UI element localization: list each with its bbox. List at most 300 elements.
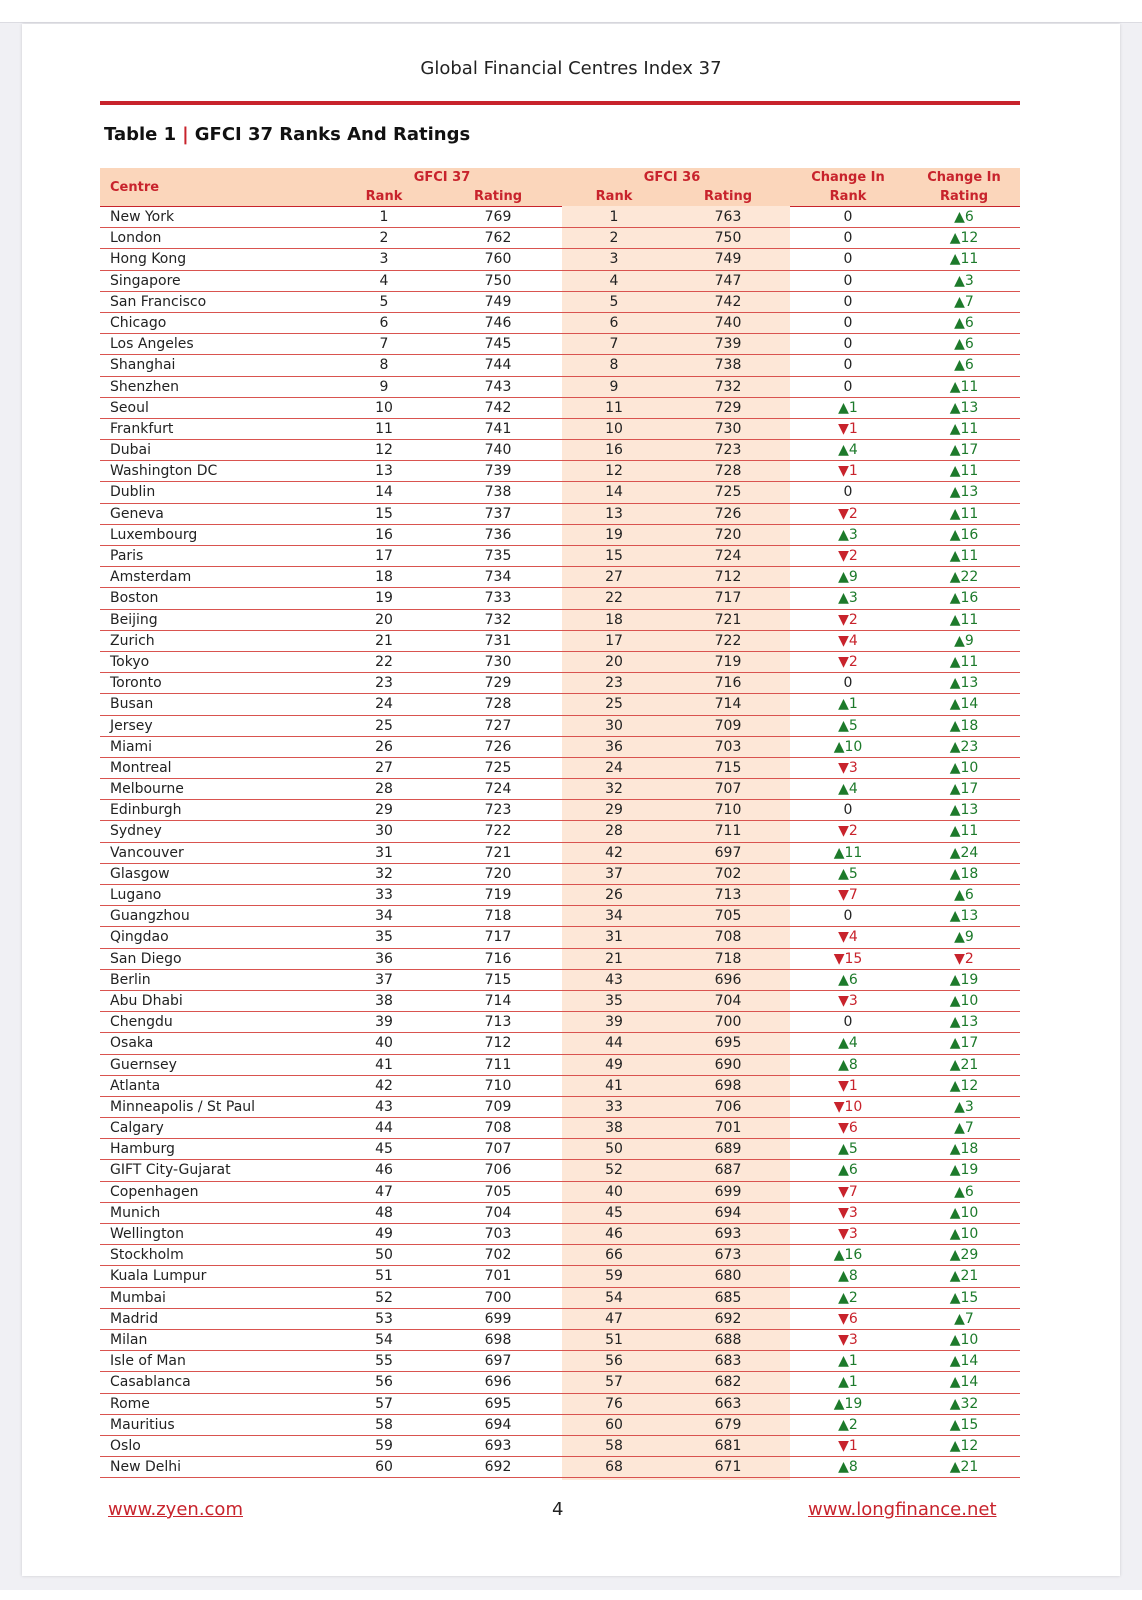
cell-change-rating: ▲14 xyxy=(949,1374,979,1391)
cell-gfci36-rank: 17 xyxy=(605,632,623,649)
table-row xyxy=(100,292,1020,313)
table-row xyxy=(100,398,1020,419)
header-centre: Centre xyxy=(110,180,160,195)
cell-change-rank: ▼2 xyxy=(838,823,858,840)
cell-centre: Stockholm xyxy=(110,1247,184,1264)
cell-gfci36-rank: 3 xyxy=(609,251,619,268)
cell-gfci37-rating: 762 xyxy=(484,230,512,247)
cell-gfci36-rating: 700 xyxy=(714,1014,742,1031)
cell-gfci37-rank: 59 xyxy=(375,1437,393,1454)
cell-gfci36-rating: 685 xyxy=(714,1289,742,1306)
cell-gfci37-rank: 43 xyxy=(375,1098,393,1115)
cell-gfci36-rank: 28 xyxy=(605,823,623,840)
cell-gfci37-rank: 56 xyxy=(375,1374,393,1391)
cell-gfci36-rating: 724 xyxy=(714,548,742,564)
cell-gfci36-rating: 717 xyxy=(714,590,742,607)
cell-gfci37-rating: 712 xyxy=(484,1035,512,1052)
cell-gfci37-rank: 15 xyxy=(375,505,393,522)
cell-change-rank: ▲1 xyxy=(838,1374,858,1391)
cell-gfci36-rank: 19 xyxy=(605,526,623,543)
cell-gfci37-rank: 3 xyxy=(379,251,389,268)
cell-gfci37-rank: 46 xyxy=(375,1162,393,1179)
cell-gfci36-rank: 35 xyxy=(605,992,623,1009)
cell-centre: Seoul xyxy=(110,399,149,416)
cell-gfci36-rating: 740 xyxy=(714,314,742,331)
cell-gfci36-rank: 49 xyxy=(605,1056,623,1073)
table-row xyxy=(100,461,1020,482)
cell-gfci36-rating: 683 xyxy=(714,1353,742,1370)
cell-gfci36-rating: 719 xyxy=(714,653,742,670)
table-row xyxy=(100,1457,1020,1478)
cell-change-rank: 0 xyxy=(843,336,853,353)
cell-gfci36-rank: 33 xyxy=(605,1098,623,1115)
cell-gfci36-rank: 10 xyxy=(605,420,623,437)
cell-centre: Atlanta xyxy=(110,1077,161,1094)
cell-centre: Madrid xyxy=(110,1310,159,1327)
cell-gfci36-rank: 50 xyxy=(605,1141,623,1158)
cell-gfci36-rating: 706 xyxy=(714,1098,742,1115)
cell-gfci37-rating: 722 xyxy=(484,823,512,840)
cell-centre: Toronto xyxy=(110,675,162,692)
cell-gfci37-rating: 749 xyxy=(484,293,512,310)
cell-gfci36-rating: 692 xyxy=(714,1310,742,1327)
cell-gfci37-rating: 733 xyxy=(484,590,512,607)
cell-centre: Los Angeles xyxy=(110,336,194,353)
cell-change-rank: 0 xyxy=(843,272,853,289)
cell-change-rating: ▲11 xyxy=(949,251,979,268)
cell-gfci36-rating: 671 xyxy=(714,1459,742,1476)
title-divider xyxy=(100,101,1020,105)
table-row xyxy=(100,525,1020,546)
cell-gfci37-rating: 694 xyxy=(484,1416,512,1433)
cell-gfci37-rank: 27 xyxy=(375,759,393,776)
cell-change-rating: ▲17 xyxy=(949,442,979,459)
cell-change-rating: ▲13 xyxy=(949,484,979,501)
table-row xyxy=(100,716,1020,737)
cell-gfci36-rank: 23 xyxy=(605,675,623,692)
cell-gfci37-rating: 723 xyxy=(484,802,512,819)
cell-centre: Abu Dhabi xyxy=(110,992,183,1009)
cell-gfci36-rating: 704 xyxy=(714,992,742,1009)
cell-gfci37-rank: 1 xyxy=(379,209,389,225)
cell-gfci37-rating: 724 xyxy=(484,781,512,798)
cell-change-rank: 0 xyxy=(843,209,853,225)
cell-gfci36-rank: 7 xyxy=(609,336,619,353)
cell-gfci37-rank: 22 xyxy=(375,653,393,670)
cell-change-rating: ▲29 xyxy=(949,1247,979,1264)
cell-gfci37-rank: 16 xyxy=(375,526,393,543)
cell-centre: Frankfurt xyxy=(110,420,174,437)
cell-centre: Guangzhou xyxy=(110,908,190,925)
table-row xyxy=(100,546,1020,567)
browser-top-strip xyxy=(0,0,1142,23)
cell-change-rank: ▲8 xyxy=(838,1268,858,1285)
cell-gfci36-rating: 711 xyxy=(714,823,742,840)
cell-gfci36-rank: 24 xyxy=(605,759,623,776)
cell-gfci36-rank: 18 xyxy=(605,611,623,628)
cell-gfci37-rating: 709 xyxy=(484,1098,512,1115)
cell-gfci37-rating: 697 xyxy=(484,1353,512,1370)
cell-change-rank: 0 xyxy=(843,357,853,374)
cell-gfci36-rating: 712 xyxy=(714,569,742,586)
cell-change-rank: ▲6 xyxy=(838,971,858,988)
cell-gfci36-rating: 750 xyxy=(714,230,742,247)
cell-change-rank: ▲10 xyxy=(833,738,863,755)
cell-centre: Zurich xyxy=(110,632,155,649)
cell-gfci37-rating: 695 xyxy=(484,1395,512,1412)
cell-change-rank: ▼15 xyxy=(833,950,863,967)
table-row xyxy=(100,1055,1020,1076)
cell-gfci37-rank: 60 xyxy=(375,1459,393,1476)
cell-gfci37-rating: 702 xyxy=(484,1247,512,1264)
cell-change-rating: ▲11 xyxy=(949,823,979,840)
cell-gfci37-rank: 20 xyxy=(375,611,393,628)
table-row xyxy=(100,949,1020,970)
cell-change-rating: ▲16 xyxy=(949,526,979,543)
cell-change-rating: ▲6 xyxy=(954,1183,974,1200)
cell-gfci36-rating: 730 xyxy=(714,420,742,437)
cell-gfci37-rating: 705 xyxy=(484,1183,512,1200)
cell-gfci37-rank: 17 xyxy=(375,548,393,564)
cell-change-rank: 0 xyxy=(843,802,853,819)
cell-gfci36-rating: 690 xyxy=(714,1056,742,1073)
cell-change-rating: ▲19 xyxy=(949,1162,979,1179)
cell-gfci37-rating: 718 xyxy=(484,908,512,925)
header-gfci36-rating: Rating xyxy=(703,189,752,204)
table-row xyxy=(100,482,1020,503)
cell-change-rating: ▲13 xyxy=(949,908,979,925)
cell-change-rank: ▼2 xyxy=(838,505,858,522)
table-row xyxy=(100,843,1020,864)
cell-change-rank: ▲1 xyxy=(838,399,858,416)
cell-change-rating: ▼2 xyxy=(954,950,974,967)
cell-change-rating: ▲11 xyxy=(949,548,979,564)
cell-gfci37-rating: 739 xyxy=(484,463,512,480)
cell-gfci37-rank: 21 xyxy=(375,632,393,649)
cell-change-rank: ▼2 xyxy=(838,653,858,670)
cell-change-rating: ▲6 xyxy=(954,314,974,331)
table-row xyxy=(100,334,1020,355)
cell-gfci37-rank: 6 xyxy=(379,314,389,331)
cell-change-rating: ▲16 xyxy=(949,590,979,607)
cell-change-rating: ▲6 xyxy=(954,887,974,903)
cell-gfci37-rating: 698 xyxy=(484,1331,512,1348)
cell-change-rating: ▲13 xyxy=(949,1014,979,1031)
ranks-table xyxy=(100,168,1020,1478)
cell-gfci36-rank: 68 xyxy=(605,1459,623,1476)
cell-change-rating: ▲10 xyxy=(949,1226,979,1242)
cell-gfci36-rank: 22 xyxy=(605,590,623,607)
table-body xyxy=(100,207,1020,1478)
cell-gfci37-rank: 30 xyxy=(375,823,393,840)
table-row xyxy=(100,1351,1020,1372)
cell-change-rank: ▼2 xyxy=(838,548,858,564)
cell-centre: Qingdao xyxy=(110,929,169,946)
cell-gfci37-rating: 707 xyxy=(484,1141,512,1158)
cell-gfci36-rating: 673 xyxy=(714,1247,742,1264)
cell-centre: Hamburg xyxy=(110,1141,175,1158)
cell-gfci36-rank: 57 xyxy=(605,1374,623,1391)
cell-gfci36-rank: 32 xyxy=(605,781,623,798)
cell-gfci37-rank: 44 xyxy=(375,1120,393,1137)
table-row xyxy=(100,1415,1020,1436)
cell-gfci36-rating: 663 xyxy=(714,1395,742,1412)
cell-change-rank: ▼6 xyxy=(838,1310,858,1327)
cell-gfci37-rating: 696 xyxy=(484,1374,512,1391)
cell-gfci36-rank: 6 xyxy=(609,314,619,331)
cell-change-rank: ▼4 xyxy=(838,632,858,649)
cell-gfci37-rating: 745 xyxy=(484,336,512,353)
table-row xyxy=(100,313,1020,334)
cell-change-rating: ▲21 xyxy=(949,1056,979,1073)
cell-gfci37-rank: 13 xyxy=(375,463,393,480)
cell-centre: Copenhagen xyxy=(110,1183,199,1200)
table-row xyxy=(100,1033,1020,1054)
cell-change-rating: ▲12 xyxy=(949,1077,979,1094)
cell-gfci36-rank: 43 xyxy=(605,971,623,988)
cell-gfci37-rank: 26 xyxy=(375,738,393,755)
cell-gfci37-rating: 725 xyxy=(484,759,512,776)
cell-change-rank: 0 xyxy=(843,378,853,395)
cell-change-rating: ▲6 xyxy=(954,209,974,225)
cell-change-rating: ▲18 xyxy=(949,717,979,734)
cell-gfci36-rank: 46 xyxy=(605,1226,623,1242)
cell-gfci37-rank: 8 xyxy=(379,357,389,374)
cell-gfci36-rating: 725 xyxy=(714,484,742,501)
cell-gfci36-rating: 696 xyxy=(714,971,742,988)
cell-gfci37-rating: 693 xyxy=(484,1437,512,1454)
cell-gfci37-rating: 740 xyxy=(484,442,512,459)
cell-gfci36-rank: 66 xyxy=(605,1247,623,1264)
cell-gfci37-rating: 750 xyxy=(484,272,512,289)
cell-gfci37-rank: 5 xyxy=(379,293,389,310)
cell-gfci37-rank: 12 xyxy=(375,442,393,459)
cell-gfci37-rank: 28 xyxy=(375,781,393,798)
cell-change-rating: ▲3 xyxy=(954,272,974,289)
table-title: GFCI 37 Ranks And Ratings xyxy=(194,124,471,145)
cell-gfci36-rank: 5 xyxy=(609,293,619,310)
cell-change-rating: ▲21 xyxy=(949,1459,979,1476)
table-row xyxy=(100,1139,1020,1160)
table-row xyxy=(100,1182,1020,1203)
header-gfci37-rank: Rank xyxy=(365,189,403,204)
table-row xyxy=(100,1309,1020,1330)
cell-change-rank: ▲6 xyxy=(838,1162,858,1179)
cell-gfci36-rating: 680 xyxy=(714,1268,742,1285)
cell-change-rating: ▲18 xyxy=(949,1141,979,1158)
cell-centre: Isle of Man xyxy=(110,1353,186,1370)
cell-gfci37-rating: 717 xyxy=(484,929,512,946)
cell-gfci36-rank: 52 xyxy=(605,1162,623,1179)
cell-change-rating: ▲15 xyxy=(949,1416,979,1433)
cell-change-rank: ▼1 xyxy=(838,1077,858,1094)
cell-change-rating: ▲10 xyxy=(949,1204,979,1221)
cell-change-rank: 0 xyxy=(843,293,853,310)
table-row xyxy=(100,758,1020,779)
cell-change-rank: 0 xyxy=(843,908,853,925)
cell-gfci36-rating: 681 xyxy=(714,1437,742,1454)
cell-gfci37-rating: 721 xyxy=(484,844,512,861)
cell-gfci36-rating: 708 xyxy=(714,929,742,946)
cell-change-rank: ▼1 xyxy=(838,420,858,437)
cell-gfci36-rank: 20 xyxy=(605,653,623,670)
header-gfci37: GFCI 37 xyxy=(413,170,471,185)
cell-gfci37-rating: 720 xyxy=(484,865,512,882)
cell-centre: Mumbai xyxy=(110,1289,166,1306)
table-header xyxy=(100,168,1020,207)
zyen-link[interactable]: www.zyen.com xyxy=(108,1499,243,1520)
cell-gfci36-rating: 679 xyxy=(714,1416,742,1433)
table-row xyxy=(100,1266,1020,1287)
table-row xyxy=(100,864,1020,885)
cell-gfci37-rating: 714 xyxy=(484,992,512,1009)
cell-centre: Edinburgh xyxy=(110,802,182,819)
cell-gfci36-rank: 45 xyxy=(605,1204,623,1221)
cell-change-rank: ▼3 xyxy=(838,992,858,1009)
header-change-rating: Rating xyxy=(939,189,988,204)
cell-gfci37-rating: 704 xyxy=(484,1204,512,1221)
header-change-rating-top: Change In xyxy=(927,170,1001,185)
table-row xyxy=(100,355,1020,376)
cell-change-rating: ▲17 xyxy=(949,781,979,798)
cell-centre: New Delhi xyxy=(110,1459,182,1476)
cell-gfci36-rating: 682 xyxy=(714,1374,742,1391)
cell-gfci36-rank: 59 xyxy=(605,1268,623,1285)
cell-change-rank: ▲1 xyxy=(838,696,858,713)
cell-gfci37-rating: 738 xyxy=(484,484,512,501)
cell-gfci37-rating: 769 xyxy=(484,209,512,225)
cell-change-rank: ▼6 xyxy=(838,1120,858,1137)
cell-change-rank: 0 xyxy=(843,1014,853,1031)
cell-change-rank: ▲9 xyxy=(838,569,858,586)
cell-gfci36-rating: 723 xyxy=(714,442,742,459)
cell-gfci37-rating: 708 xyxy=(484,1120,512,1137)
cell-change-rating: ▲7 xyxy=(954,1120,974,1137)
cell-gfci37-rank: 55 xyxy=(375,1353,393,1370)
cell-gfci36-rating: 710 xyxy=(714,802,742,819)
cell-gfci36-rank: 34 xyxy=(605,908,623,925)
cell-gfci36-rating: 701 xyxy=(714,1120,742,1137)
cell-centre: Melbourne xyxy=(110,781,184,798)
document-page xyxy=(22,24,1120,1576)
cell-gfci36-rank: 1 xyxy=(609,209,619,225)
cell-gfci36-rank: 58 xyxy=(605,1437,623,1454)
cell-gfci37-rank: 29 xyxy=(375,802,393,819)
table-row xyxy=(100,673,1020,694)
cell-gfci37-rating: 730 xyxy=(484,653,512,670)
cell-gfci36-rating: 709 xyxy=(714,717,742,734)
header-change-rank: Rank xyxy=(829,189,867,204)
cell-centre: Chengdu xyxy=(110,1014,173,1031)
cell-change-rank: ▲2 xyxy=(838,1416,858,1433)
cell-gfci37-rank: 57 xyxy=(375,1395,393,1412)
cell-change-rating: ▲24 xyxy=(949,844,979,861)
cell-gfci37-rating: 760 xyxy=(484,251,512,268)
cell-gfci37-rating: 710 xyxy=(484,1077,512,1094)
table-label: Table 1 xyxy=(104,124,177,145)
cell-gfci36-rating: 732 xyxy=(714,378,742,395)
cell-gfci36-rating: 726 xyxy=(714,505,742,522)
cell-centre: Shenzhen xyxy=(110,378,179,395)
table-caption xyxy=(104,124,470,145)
cell-change-rating: ▲13 xyxy=(949,399,979,416)
cell-gfci37-rank: 47 xyxy=(375,1183,393,1200)
cell-gfci36-rating: 702 xyxy=(714,865,742,882)
cell-change-rating: ▲11 xyxy=(949,653,979,670)
cell-centre: Calgary xyxy=(110,1120,164,1137)
cell-gfci36-rank: 13 xyxy=(605,505,623,522)
cell-gfci36-rank: 38 xyxy=(605,1120,623,1137)
cell-gfci36-rank: 26 xyxy=(605,887,623,903)
cell-gfci37-rating: 746 xyxy=(484,314,512,331)
cell-centre: Glasgow xyxy=(110,865,170,882)
table-row xyxy=(100,1076,1020,1097)
cell-gfci36-rank: 14 xyxy=(605,484,623,501)
cell-change-rank: ▲3 xyxy=(838,590,858,607)
cell-centre: Munich xyxy=(110,1204,161,1221)
table-row xyxy=(100,419,1020,440)
cell-gfci37-rank: 7 xyxy=(379,336,389,353)
cell-change-rank: ▼3 xyxy=(838,1226,858,1242)
cell-gfci36-rank: 31 xyxy=(605,929,623,946)
cell-gfci37-rating: 727 xyxy=(484,717,512,734)
table-row xyxy=(100,737,1020,758)
cell-change-rank: ▲3 xyxy=(838,526,858,543)
table-row xyxy=(100,991,1020,1012)
table-row xyxy=(100,377,1020,398)
cell-centre: Mauritius xyxy=(110,1416,175,1433)
cell-gfci37-rating: 700 xyxy=(484,1289,512,1306)
longfinance-link[interactable]: www.longfinance.net xyxy=(808,1499,997,1520)
cell-centre: Shanghai xyxy=(110,357,176,374)
cell-gfci37-rank: 10 xyxy=(375,399,393,416)
cell-centre: Berlin xyxy=(110,971,151,988)
cell-gfci36-rating: 703 xyxy=(714,738,742,755)
cell-change-rank: ▼1 xyxy=(838,463,858,480)
cell-gfci37-rank: 23 xyxy=(375,675,393,692)
cell-gfci36-rank: 30 xyxy=(605,717,623,734)
cell-change-rank: ▼2 xyxy=(838,611,858,628)
cell-gfci37-rating: 734 xyxy=(484,569,512,586)
cell-gfci36-rating: 738 xyxy=(714,357,742,374)
cell-change-rating: ▲11 xyxy=(949,378,979,395)
cell-change-rating: ▲14 xyxy=(949,1353,979,1370)
cell-change-rating: ▲9 xyxy=(954,632,974,649)
cell-change-rating: ▲10 xyxy=(949,1331,979,1348)
cell-change-rating: ▲19 xyxy=(949,971,979,988)
table-row xyxy=(100,779,1020,800)
cell-centre: Hong Kong xyxy=(110,251,187,268)
table-row xyxy=(100,1288,1020,1309)
cell-centre: Washington DC xyxy=(110,463,218,480)
cell-gfci37-rank: 38 xyxy=(375,992,393,1009)
cell-change-rank: 0 xyxy=(843,675,853,692)
cell-gfci36-rank: 44 xyxy=(605,1035,623,1052)
cell-gfci37-rank: 41 xyxy=(375,1056,393,1073)
cell-gfci37-rating: 741 xyxy=(484,420,512,437)
cell-gfci36-rating: 699 xyxy=(714,1183,742,1200)
cell-gfci37-rank: 2 xyxy=(379,230,389,247)
cell-centre: Boston xyxy=(110,590,159,607)
cell-gfci36-rank: 12 xyxy=(605,463,623,480)
cell-gfci37-rank: 18 xyxy=(375,569,393,586)
cell-gfci36-rank: 39 xyxy=(605,1014,623,1031)
cell-gfci36-rating: 705 xyxy=(714,908,742,925)
cell-change-rating: ▲11 xyxy=(949,611,979,628)
cell-gfci37-rank: 45 xyxy=(375,1141,393,1158)
cell-gfci36-rating: 698 xyxy=(714,1077,742,1094)
cell-change-rank: 0 xyxy=(843,230,853,247)
